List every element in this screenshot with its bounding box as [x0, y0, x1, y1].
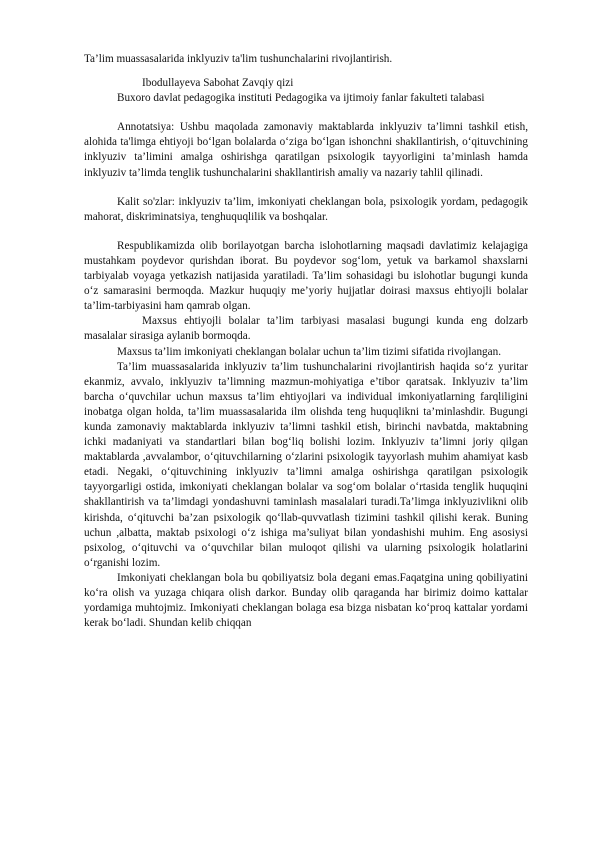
document-page	[84, 52, 528, 631]
body-paragraph: Respublikamizda olib borilayotgan barcha islohotlarning maqsadi davlatimiz kelajagiga mustahkam poydevor qurishdan iborat. Bu poydevor sog‘lom, yetuk va barkamol shaxslarni tarbiyalab voyaga yetkazish natijasida yaratiladi. Ta’lim sohasidagi bu islohotlar bugungi kunda o‘z samarasini bermoqda. Mazkur huquqiy me’yoriy hujjatlar doirasi maxsus ehtiyojli bolalar ta’lim-tarbiyasini ham qamrab olgan.	[84, 239, 528, 313]
body-paragraph: Maxsus ehtiyojli bolalar ta’lim tarbiyasi masalasi bugungi kunda eng dolzarb masalalar sirasiga aylanib bormoqda.	[84, 315, 528, 343]
annotation-paragraph: Annotatsiya: Ushbu maqolada zamonaviy maktablarda inklyuziv ta’limni tashkil etish, alohida ta'limga ehtiyoji bo‘lgan bolalarda o‘ziga bo‘lgan ishonchni shakllantirish, o‘qituvchining inklyuziv ta’limini amalga oshirishga qaratilgan psixologik tayyorligini ta’minlash hamda inklyuziv ta’limda tenglik tushunchalarini shakllantirish amaliy va nazariy tahlil qilinadi.	[84, 121, 528, 179]
article-title: Ta’lim muassasalarida inklyuziv ta'lim tushunchalarini rivojlantirish.	[84, 53, 393, 65]
keywords-paragraph: Kalit so'zlar: inklyuziv ta’lim, imkoniyati cheklangan bola, psixologik yordam, pedagogik mahorat, diskriminatsiya, tenghuquqlilik va boshqalar.	[84, 195, 528, 223]
author-affiliation: Buxoro davlat pedagogika instituti Pedagogika va ijtimoiy fanlar fakulteti talabasi	[117, 92, 485, 105]
body-paragraph: Imkoniyati cheklangan bola bu qobiliyatsiz bola degani emas.Faqatgina uning qobiliyatini ko‘ra olish va yuzaga chiqara olish darkor. Bunday olib qaraganda har birimiz doimo kattalar yordamiga muhtojmiz. Imkoniyati cheklangan bolaga esa bizga nisbatan ko‘proq kattalar yordami kerak bo‘ladi. Shundan kelib chiqqan	[84, 571, 528, 630]
body-paragraph: Ta’lim muassasalarida inklyuziv ta’lim tushunchalarini rivojlantirish haqida so‘z yuritar ekanmiz, avvalo, inklyuziv ta’limning mazmun-mohiyatiga e’tibor qaratsak. Inklyuziv ta’lim barcha o‘quvchilar uchun maxsus ta’lim ehtiyojlari va individual imkoniyatlarning farqliligini inobatga olgan holda, ta’lim muassasalarida ilm olishda teng huquqlikni ta’minlashdir. Bugungi kunda zamonaviy maktablarda inklyuziv ta’limni tashkil etish, birinchi navbatda, maktabning ichki madaniyati va standartlari bilan bog‘liq bolishi lozim. Inklyuziv ta’limni joriy qilgan maktablarda ,avvalambor, o‘qituvchilarning o‘zlarini psixologik tayyorlash muhim ahamiyat kasb etadi. Negaki, o‘qituvchining inklyuziv ta’limni amalga oshirishga qaratilgan psixologik tayyorgarligi ostida, imkoniyati cheklangan bolalar va sog‘om bolalar o‘rtasida tenglik huquqini shakllantirish va ta’limdagi yondashuvni taminlash masalalari turadi.Ta’limga inklyuzivlikni olib kirishda, o‘qituvchi ba’zan psixologik qo‘llab-quvvatlash tizimini tashkil qilishi kerak. Buning uchun ,albatta, maktab psixologi o‘z ishiga ma’suliyat bilan yondashishi muhim. Eng asosiysi psixolog, o‘qituvchi va o‘quvchilar bilan muloqot qilishi va ularning psixologik holatlarini o‘rganishi lozim.	[84, 360, 528, 569]
author-name: Ibodullayeva Sabohat Zavqiy qizi	[142, 77, 294, 90]
body-paragraph: Maxsus ta’lim imkoniyati cheklangan bolalar uchun ta’lim tizimi sifatida rivojlangan.	[117, 345, 502, 358]
